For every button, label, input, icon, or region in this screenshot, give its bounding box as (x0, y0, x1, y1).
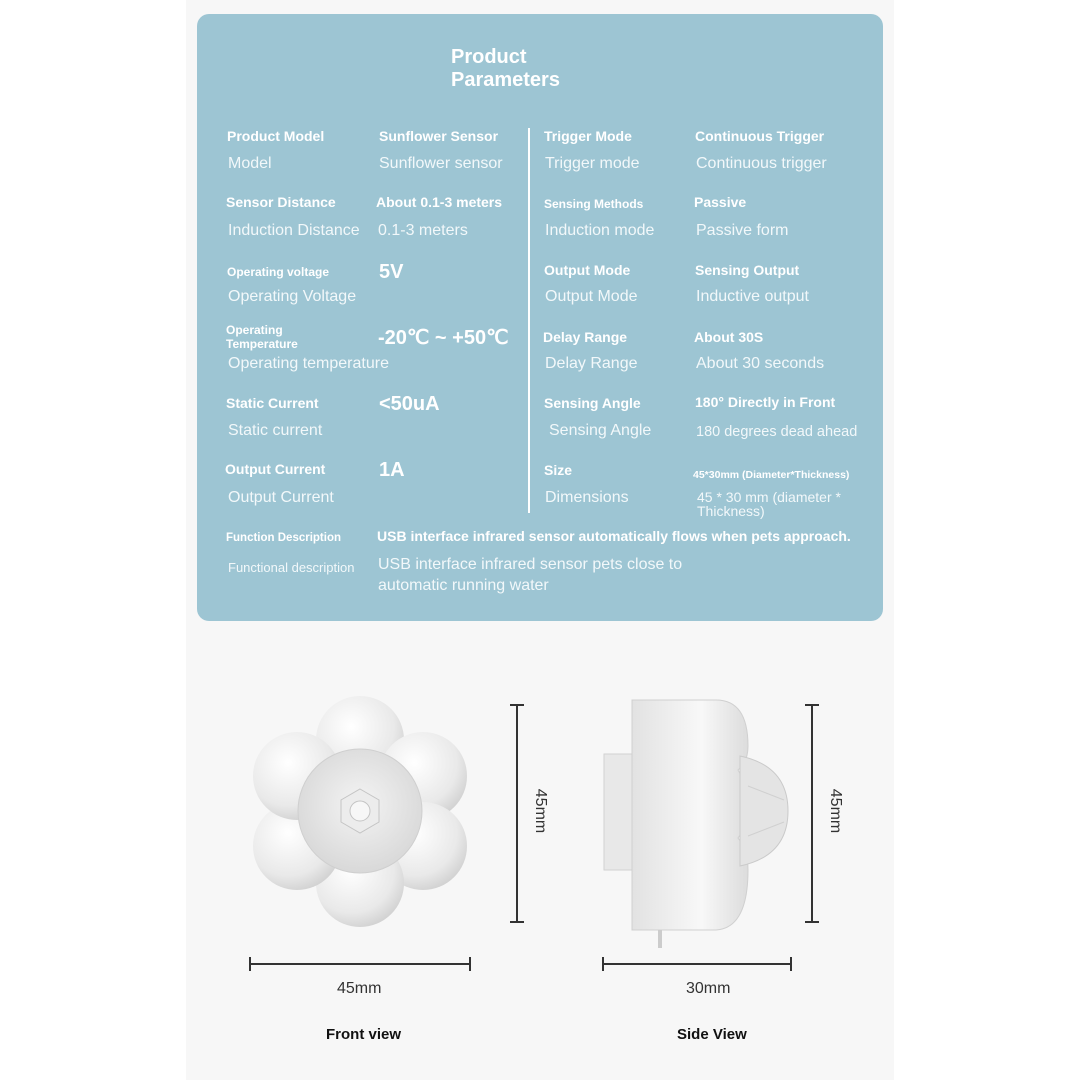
param-value-sub: Continuous trigger (696, 155, 827, 172)
param-value-sub: 0.1-3 meters (378, 222, 468, 239)
side-view-caption: Side View (677, 1026, 747, 1043)
param-value: Sunflower Sensor (379, 128, 499, 144)
front-view-image (240, 690, 490, 940)
param-value: 180° Directly in Front (695, 394, 836, 410)
card-title: Product Parameters (451, 46, 560, 91)
param-label-sub: Induction mode (545, 222, 655, 239)
function-label: Function Description (226, 532, 341, 544)
param-label-sub: Sensing Angle (549, 422, 652, 439)
param-label: Sensing Angle (544, 395, 641, 411)
param-label: Output Mode (544, 262, 631, 278)
param-label: Delay Range (543, 329, 628, 345)
param-value: Sensing Output (695, 262, 800, 278)
param-value: About 0.1-3 meters (376, 194, 503, 210)
param-label-sub: Delay Range (545, 355, 638, 372)
function-label-sub: Functional description (228, 560, 355, 575)
param-label-sub: Operating temperature (228, 355, 389, 372)
param-value-sub: About 30 seconds (696, 355, 825, 372)
param-label-sub: Static current (228, 422, 323, 439)
param-label: Operating voltage (227, 265, 330, 279)
param-label: Sensing Methods (544, 197, 644, 211)
column-divider (528, 128, 530, 513)
param-value: 5V (379, 261, 404, 283)
side-width-dimension-line (598, 952, 798, 976)
front-width-dimension-line (245, 952, 475, 976)
param-value: <50uA (379, 393, 440, 415)
param-label: Operating Temperature (226, 323, 298, 351)
param-label: Product Model (227, 128, 325, 144)
param-value: -20℃ ~ +50℃ (378, 327, 509, 349)
param-label-sub: Induction Distance (228, 222, 360, 239)
function-value: USB interface infrared sensor automatically flows when pets approach. (377, 528, 851, 544)
param-value: Passive (694, 194, 747, 210)
side-height-label: 45mm (827, 788, 845, 834)
param-value-sub: Passive form (696, 222, 789, 239)
param-value: Continuous Trigger (695, 128, 825, 144)
param-label-sub: Output Current (228, 489, 334, 506)
param-label: Output Current (225, 461, 326, 477)
param-label-sub: Operating Voltage (228, 288, 357, 305)
side-height-dimension-line (798, 700, 828, 930)
param-label-sub: Dimensions (545, 489, 629, 506)
param-label: Sensor Distance (226, 194, 336, 210)
param-label: Trigger Mode (544, 128, 632, 144)
param-value: 1A (379, 459, 405, 481)
param-value-sub: 180 degrees dead ahead (696, 424, 858, 440)
param-label: Static Current (226, 395, 319, 411)
side-view-image (598, 690, 798, 950)
front-view-caption: Front view (326, 1026, 402, 1043)
front-height-label: 45mm (532, 788, 550, 834)
front-width-label: 45mm (337, 980, 382, 997)
param-value-sub: Inductive output (696, 288, 809, 305)
param-label-sub: Output Mode (545, 288, 638, 305)
param-label-sub: Trigger mode (545, 155, 640, 172)
param-value-sub: 45 * 30 mm (diameter * Thickness) (697, 489, 841, 519)
function-value-sub: USB interface infrared sensor pets close to automatic running water (378, 556, 683, 594)
side-width-label: 30mm (686, 980, 731, 997)
param-value: 45*30mm (Diameter*Thickness) (693, 469, 850, 481)
param-value-sub: Sunflower sensor (379, 155, 503, 172)
param-label: Size (544, 462, 573, 478)
param-value: About 30S (694, 329, 764, 345)
param-label-sub: Model (228, 155, 272, 172)
